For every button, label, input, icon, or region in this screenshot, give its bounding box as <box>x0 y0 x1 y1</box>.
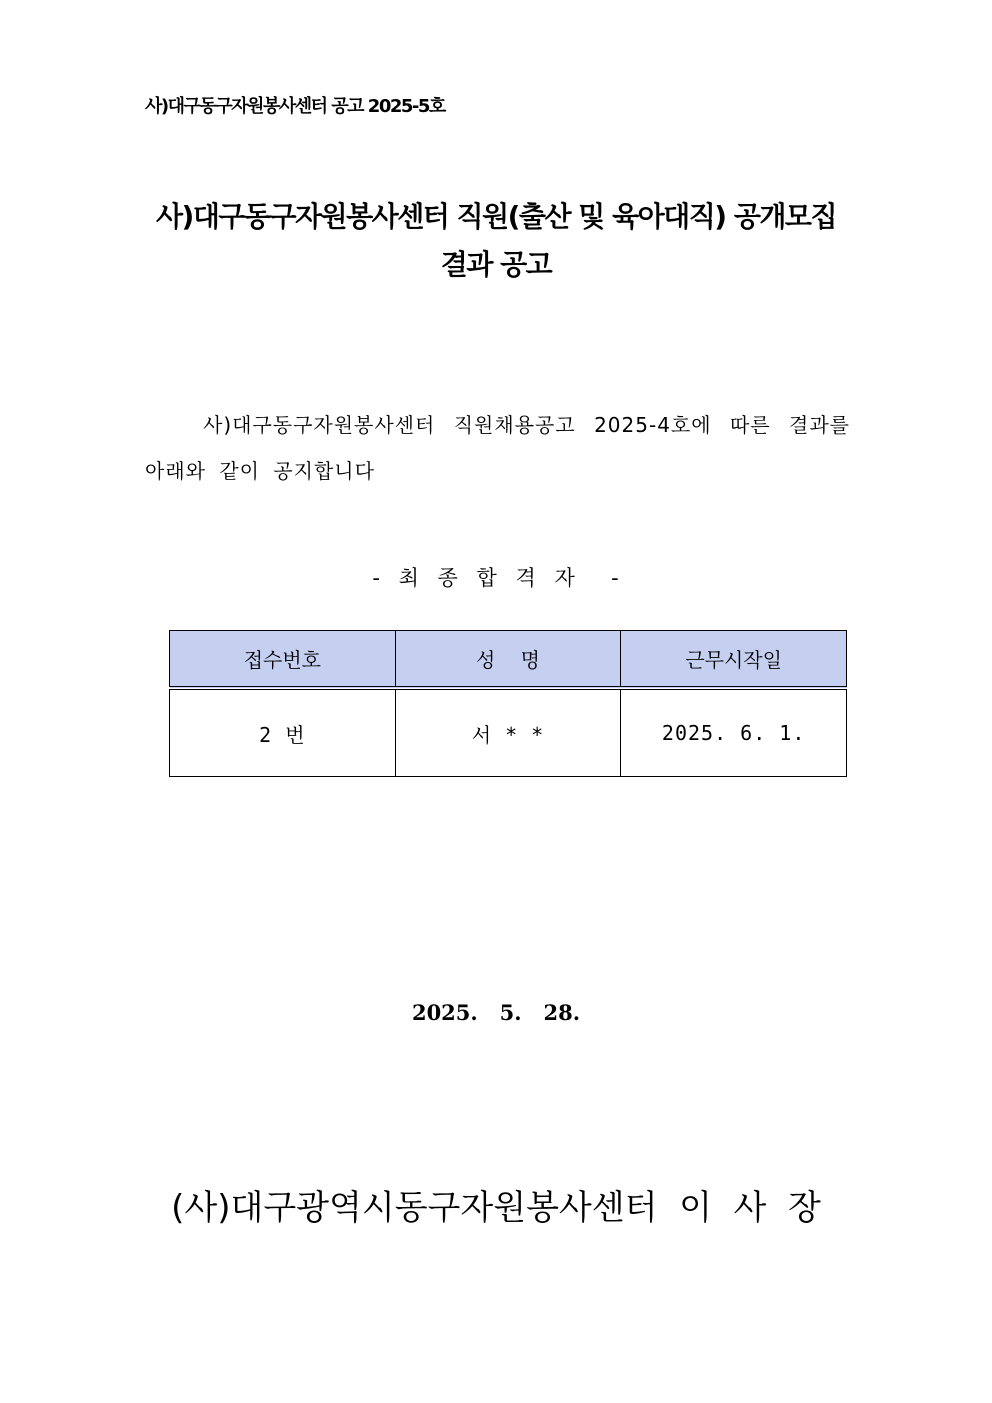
table-header-row <box>170 631 847 689</box>
table-row <box>170 688 847 777</box>
intro-paragraph: 사)대구동구자원봉사센터 직원채용공고 2025-4호에 따른 결과를 아래와 같이 공지합니다 <box>145 413 850 483</box>
page-title-line-2: 결과 공고 <box>440 248 552 281</box>
announcement-date: 2025. 5. 28. <box>411 1000 581 1025</box>
header-start-date: 근무시작일 <box>621 631 847 689</box>
document-number: 사)대구동구자원봉사센터 공고 2025-5호 <box>145 96 445 117</box>
header-name: 성 명 <box>395 631 621 689</box>
section-heading-final-candidates: - 최 종 합 격 자 - <box>372 566 620 590</box>
results-table <box>169 630 847 777</box>
header-application-number: 접수번호 <box>170 631 396 689</box>
cell-start-date: 2025. 6. 1. <box>621 688 847 777</box>
cell-name: 서 * * <box>395 688 621 777</box>
cell-application-number: 2 번 <box>170 688 396 777</box>
signature-line: (사)대구광역시동구자원봉사센터 이 사 장 <box>171 1188 821 1228</box>
page-title-line-1: 사)대구동구자원봉사센터 직원(출산 및 육아대직) 공개모집 <box>155 200 837 233</box>
